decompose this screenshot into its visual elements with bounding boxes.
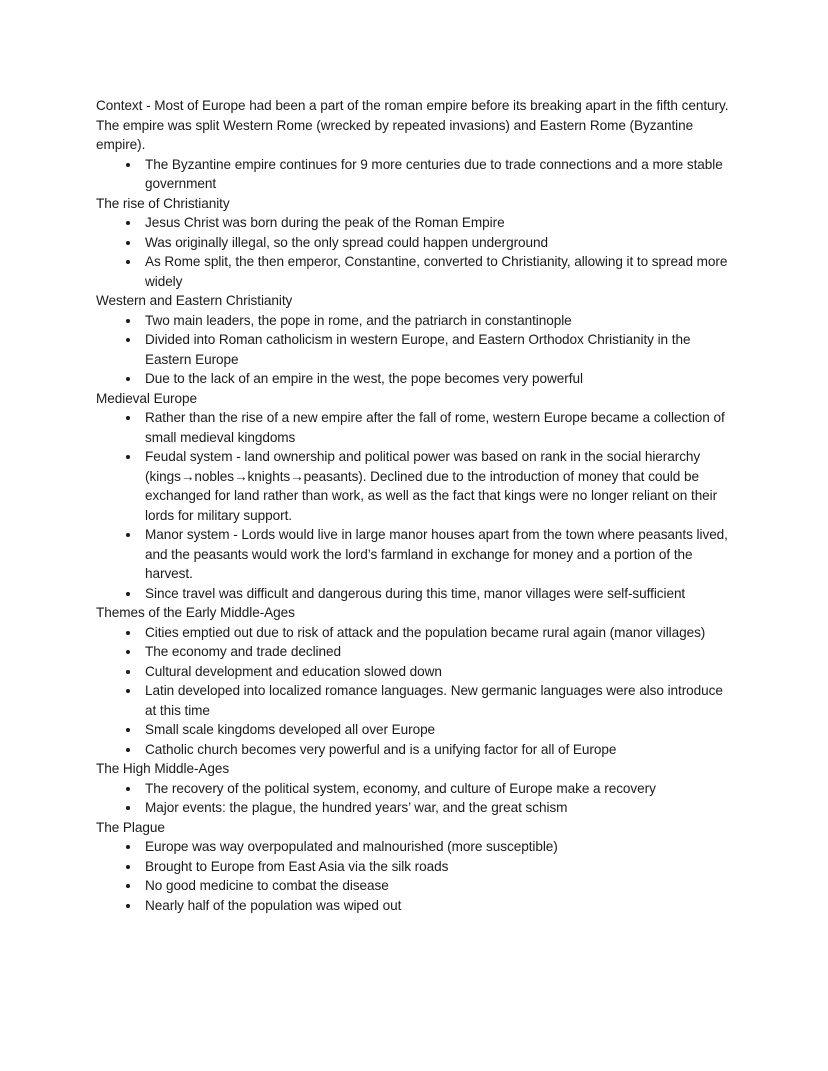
bullet-item: Brought to Europe from East Asia via the silk roads <box>96 857 732 877</box>
bullet-item: Two main leaders, the pope in rome, and the patriarch in constantinople <box>96 311 732 331</box>
section-heading: Western and Eastern Christianity <box>96 293 293 308</box>
section-block <box>96 603 732 759</box>
section-heading: The High Middle-Ages <box>96 761 230 776</box>
section-bullet-list <box>96 408 732 603</box>
document-body <box>96 96 732 915</box>
bullet-item: Manor system - Lords would live in large manor houses apart from the town where peasants lived, and the peasants would work the lord’s farmland in exchange for money and a portion of the harvest. <box>96 525 732 584</box>
bullet-item: Was originally illegal, so the only spread could happen underground <box>96 233 732 253</box>
bullet-item: The recovery of the political system, economy, and culture of Europe make a recovery <box>96 779 732 799</box>
intro-block <box>96 96 732 194</box>
bullet-item: Major events: the plague, the hundred years’ war, and the great schism <box>96 798 732 818</box>
bullet-item: The economy and trade declined <box>96 642 732 662</box>
intro-bullet-list <box>96 155 732 194</box>
section-bullet-list <box>96 623 732 760</box>
bullet-item: Nearly half of the population was wiped out <box>96 896 732 916</box>
section-block <box>96 389 732 604</box>
section-bullet-list <box>96 779 732 818</box>
bullet-item: Feudal system - land ownership and political power was based on rank in the social hierarchy (kings→nobles→knights→peasants). Declined due to the introduction of money that could be exchanged for land rather than work, as well as the fact that kings were no longer reliant on their lords for military support. <box>96 447 732 525</box>
section-block <box>96 291 732 389</box>
section-heading: Medieval Europe <box>96 390 197 406</box>
bullet-item: Latin developed into localized romance languages. New germanic languages were also introduce at this time <box>96 681 732 720</box>
section-bullet-list <box>96 311 732 389</box>
bullet-item: Cultural development and education slowed down <box>96 662 732 682</box>
bullet-item: Jesus Christ was born during the peak of the Roman Empire <box>96 213 732 233</box>
section-bullet-list <box>96 213 732 291</box>
intro-paragraph: Context - Most of Europe had been a part of the roman empire before its breaking apart in the fifth century. The empire was split Western Rome (wrecked by repeated invasions) and Eastern Rome (Byzantine empire). <box>96 98 729 152</box>
section-heading: Themes of the Early Middle-Ages <box>96 605 295 620</box>
bullet-item: Due to the lack of an empire in the west, the pope becomes very powerful <box>96 369 732 389</box>
section-heading: The Plague <box>96 819 165 835</box>
section-block <box>96 759 732 818</box>
section-bullet-list <box>96 837 732 915</box>
section-heading: The rise of Christianity <box>96 195 230 211</box>
section-block <box>96 818 732 916</box>
sections-root <box>96 194 732 916</box>
bullet-item: Divided into Roman catholicism in western Europe, and Eastern Orthodox Christianity in the Eastern Europe <box>96 330 732 369</box>
bullet-item: Small scale kingdoms developed all over Europe <box>96 720 732 740</box>
bullet-item: No good medicine to combat the disease <box>96 876 732 896</box>
section-block <box>96 194 732 292</box>
bullet-item: Cities emptied out due to risk of attack and the population became rural again (manor villages) <box>96 623 732 643</box>
bullet-item: The Byzantine empire continues for 9 more centuries due to trade connections and a more stable government <box>96 155 732 194</box>
bullet-item: Catholic church becomes very powerful and is a unifying factor for all of Europe <box>96 740 732 760</box>
bullet-item: Rather than the rise of a new empire after the fall of rome, western Europe became a collection of small medieval kingdoms <box>96 408 732 447</box>
bullet-item: Europe was way overpopulated and malnourished (more susceptible) <box>96 837 732 857</box>
bullet-item: As Rome split, the then emperor, Constantine, converted to Christianity, allowing it to spread more widely <box>96 252 732 291</box>
bullet-item: Since travel was difficult and dangerous during this time, manor villages were self-sufficient <box>96 584 732 604</box>
